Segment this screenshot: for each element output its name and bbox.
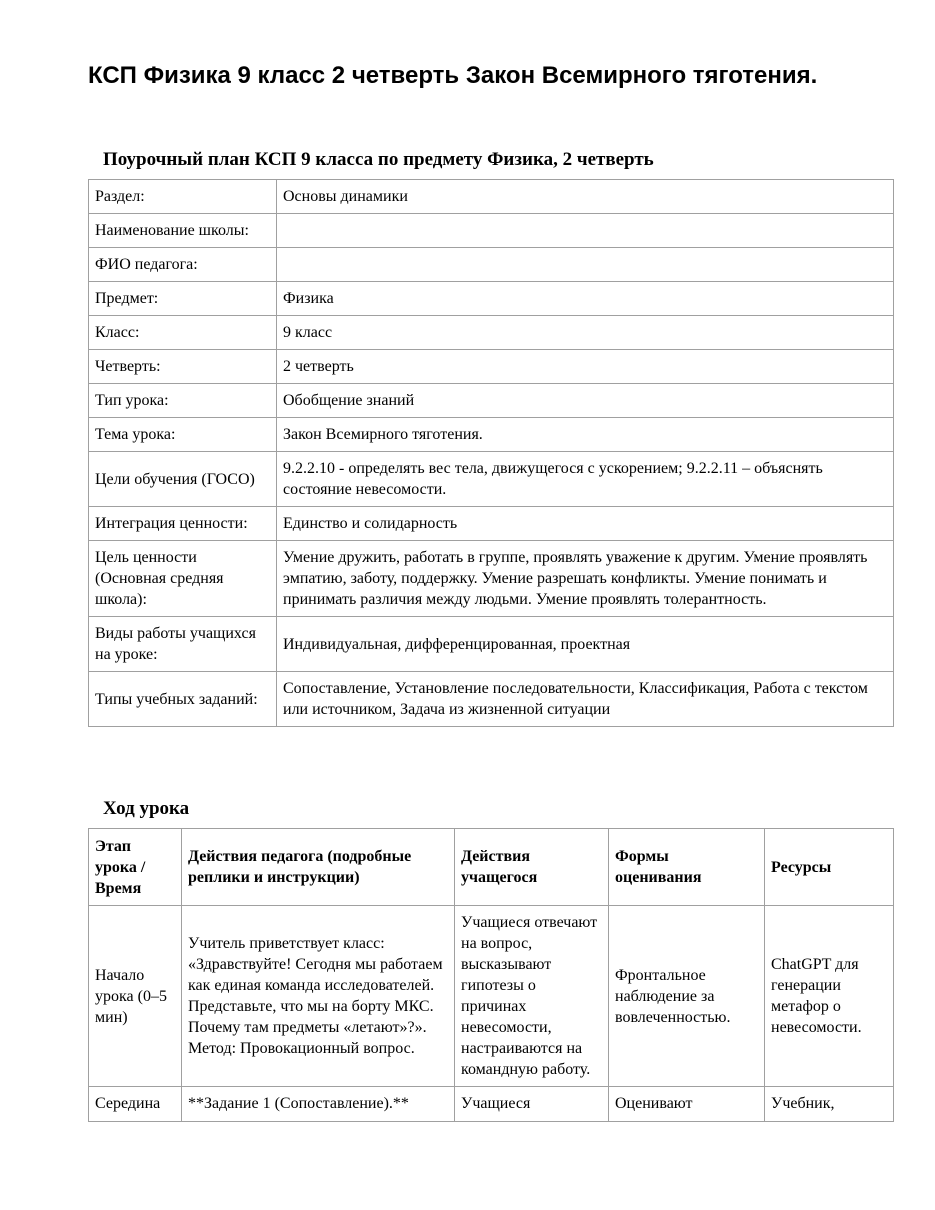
info-label: Предмет: [89, 282, 277, 316]
column-header-teacher-actions: Действия педагога (подробные реплики и инструкции) [182, 829, 455, 906]
info-label: Класс: [89, 316, 277, 350]
info-value: 9 класс [277, 316, 894, 350]
table-row [89, 1087, 894, 1122]
info-value: Основы динамики [277, 180, 894, 214]
table-row [89, 248, 894, 282]
document-title: КСП Физика 9 класс 2 четверть Закон Всемирного тяготения. [88, 62, 818, 89]
stage-cell: Середина [89, 1087, 182, 1122]
info-label: Раздел: [89, 180, 277, 214]
table-row [89, 180, 894, 214]
info-label: Цель ценности (Основная средняя школа): [89, 541, 277, 617]
info-value: Умение дружить, работать в группе, проявлять уважение к другим. Умение проявлять эмпатию, заботу, поддержку. Умение разрешать конфликты. Умение понимать и принимать различия между людьми. Умение проявлять толерантность. [277, 541, 894, 617]
info-label: Типы учебных заданий: [89, 672, 277, 727]
table-row [89, 906, 894, 1087]
column-header-stage: Этап урока / Время [89, 829, 182, 906]
plan-heading: Поурочный план КСП 9 класса по предмету Физика, 2 четверть [103, 149, 654, 170]
table-header-row [89, 829, 894, 906]
info-value [277, 248, 894, 282]
table-row [89, 507, 894, 541]
info-label: Наименование школы: [89, 214, 277, 248]
info-label: Виды работы учащихся на уроке: [89, 617, 277, 672]
info-value: Сопоставление, Установление последовательности, Классификация, Работа с текстом или источником, Задача из жизненной ситуации [277, 672, 894, 727]
table-row [89, 452, 894, 507]
table-row [89, 316, 894, 350]
info-value: 2 четверть [277, 350, 894, 384]
info-label: ФИО педагога: [89, 248, 277, 282]
info-value: Физика [277, 282, 894, 316]
info-label: Тема урока: [89, 418, 277, 452]
info-label: Тип урока: [89, 384, 277, 418]
stage-cell: Начало урока (0–5 мин) [89, 906, 182, 1087]
table-row [89, 418, 894, 452]
info-value: Единство и солидарность [277, 507, 894, 541]
table-row [89, 350, 894, 384]
resources-cell: Учебник, [765, 1087, 894, 1122]
teacher-actions-cell: **Задание 1 (Сопоставление).** [182, 1087, 455, 1122]
table-row [89, 617, 894, 672]
info-label: Цели обучения (ГОСО) [89, 452, 277, 507]
table-row [89, 672, 894, 727]
info-label: Четверть: [89, 350, 277, 384]
table-row [89, 541, 894, 617]
info-value [277, 214, 894, 248]
assessment-cell: Оценивают [609, 1087, 765, 1122]
column-header-resources: Ресурсы [765, 829, 894, 906]
table-row [89, 214, 894, 248]
info-value: Индивидуальная, дифференцированная, проектная [277, 617, 894, 672]
info-value: Обобщение знаний [277, 384, 894, 418]
lesson-heading: Ход урока [103, 798, 190, 819]
column-header-student-actions: Действия учащегося [455, 829, 609, 906]
assessment-cell: Фронтальное наблюдение за вовлеченностью. [609, 906, 765, 1087]
column-header-assessment: Формы оценивания [609, 829, 765, 906]
resources-cell: ChatGPT для генерации метафор о невесомости. [765, 906, 894, 1087]
info-value: 9.2.2.10 - определять вес тела, движущегося с ускорением; 9.2.2.11 – объяснять состояние невесомости. [277, 452, 894, 507]
lesson-flow-table [88, 828, 894, 1122]
table-row [89, 384, 894, 418]
info-value: Закон Всемирного тяготения. [277, 418, 894, 452]
lesson-info-table [88, 179, 894, 727]
table-row [89, 282, 894, 316]
teacher-actions-cell: Учитель приветствует класс: «Здравствуйте! Сегодня мы работаем как единая команда исследователей. Представьте, что мы на борту МКС. Почему там предметы «летают»?». Метод: Провокационный вопрос. [182, 906, 455, 1087]
student-actions-cell: Учащиеся отвечают на вопрос, высказывают гипотезы о причинах невесомости, настраиваются на командную работу. [455, 906, 609, 1087]
student-actions-cell: Учащиеся [455, 1087, 609, 1122]
info-label: Интеграция ценности: [89, 507, 277, 541]
